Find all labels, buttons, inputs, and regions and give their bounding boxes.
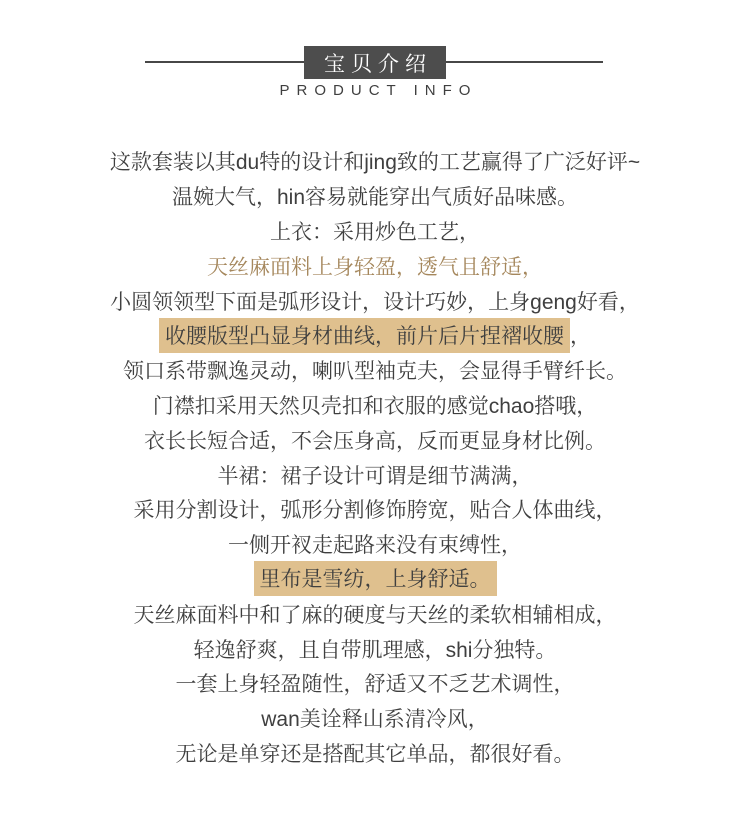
body-text: 温婉大气，hin容易就能穿出气质好品味感。 bbox=[171, 186, 579, 210]
body-line bbox=[0, 736, 750, 771]
body-line bbox=[0, 214, 750, 249]
body-text: 衣长长短合适，不会压身高，反而更显身材比例。 bbox=[144, 429, 606, 453]
body-text: 采用分割设计，弧形分割修饰胯宽，贴合人体曲线， bbox=[133, 499, 617, 523]
body-line bbox=[0, 492, 750, 527]
header-title: 宝贝介绍 bbox=[324, 52, 432, 76]
body-text: 一套上身轻盈随性，舒适又不乏艺术调性， bbox=[175, 673, 575, 697]
body-line bbox=[0, 701, 750, 736]
body-line bbox=[0, 388, 750, 423]
body-line bbox=[0, 527, 750, 562]
body-text: 半裙：裙子设计可谓是细节满满， bbox=[217, 464, 533, 488]
body-text: wan美诠释山系清冷风， bbox=[261, 708, 489, 732]
body-line bbox=[0, 457, 750, 492]
body-line bbox=[0, 248, 750, 283]
header-subtitle: PRODUCT INFO bbox=[279, 82, 478, 99]
body-text: 无论是单穿还是搭配其它单品，都很好看。 bbox=[175, 742, 575, 766]
body-line bbox=[0, 631, 750, 666]
highlighted-text: 里布是雪纺，上身舒适。 bbox=[254, 561, 497, 596]
body-text: 轻逸舒爽，且自带肌理感，shi分独特。 bbox=[193, 638, 557, 662]
body-text: 门襟扣采用天然贝壳扣和衣服的感觉chao搭哦， bbox=[152, 394, 598, 418]
body-line bbox=[0, 179, 750, 214]
body-line bbox=[0, 596, 750, 631]
body-line bbox=[0, 353, 750, 388]
body-line bbox=[0, 422, 750, 457]
section-header bbox=[0, 0, 750, 120]
body-line bbox=[0, 283, 750, 318]
body-text: 天丝麻面料中和了麻的硬度与天丝的柔软相辅相成， bbox=[133, 603, 617, 627]
body-line bbox=[0, 144, 750, 179]
header-title-box bbox=[304, 46, 446, 79]
body-text: 这款套装以其du特的设计和jing致的工艺赢得了广泛好评~ bbox=[109, 151, 641, 175]
body-text: 上衣：采用炒色工艺， bbox=[270, 220, 480, 244]
body-line bbox=[0, 318, 750, 353]
body-line bbox=[0, 666, 750, 701]
body-text: ， bbox=[570, 325, 591, 349]
body-line bbox=[0, 562, 750, 597]
accent-text: 天丝麻面料上身轻盈，透气且舒适， bbox=[207, 255, 543, 279]
body-text: 小圆领领型下面是弧形设计，设计巧妙，上身geng好看， bbox=[110, 290, 640, 314]
highlighted-text: 收腰版型凸显身材曲线，前片后片捏褶收腰 bbox=[159, 318, 570, 353]
body-text: 一侧开衩走起路来没有束缚性， bbox=[228, 534, 522, 558]
product-description bbox=[0, 144, 750, 770]
body-text: 领口系带飘逸灵动，喇叭型袖克夫，会显得手臂纤长。 bbox=[123, 360, 627, 384]
